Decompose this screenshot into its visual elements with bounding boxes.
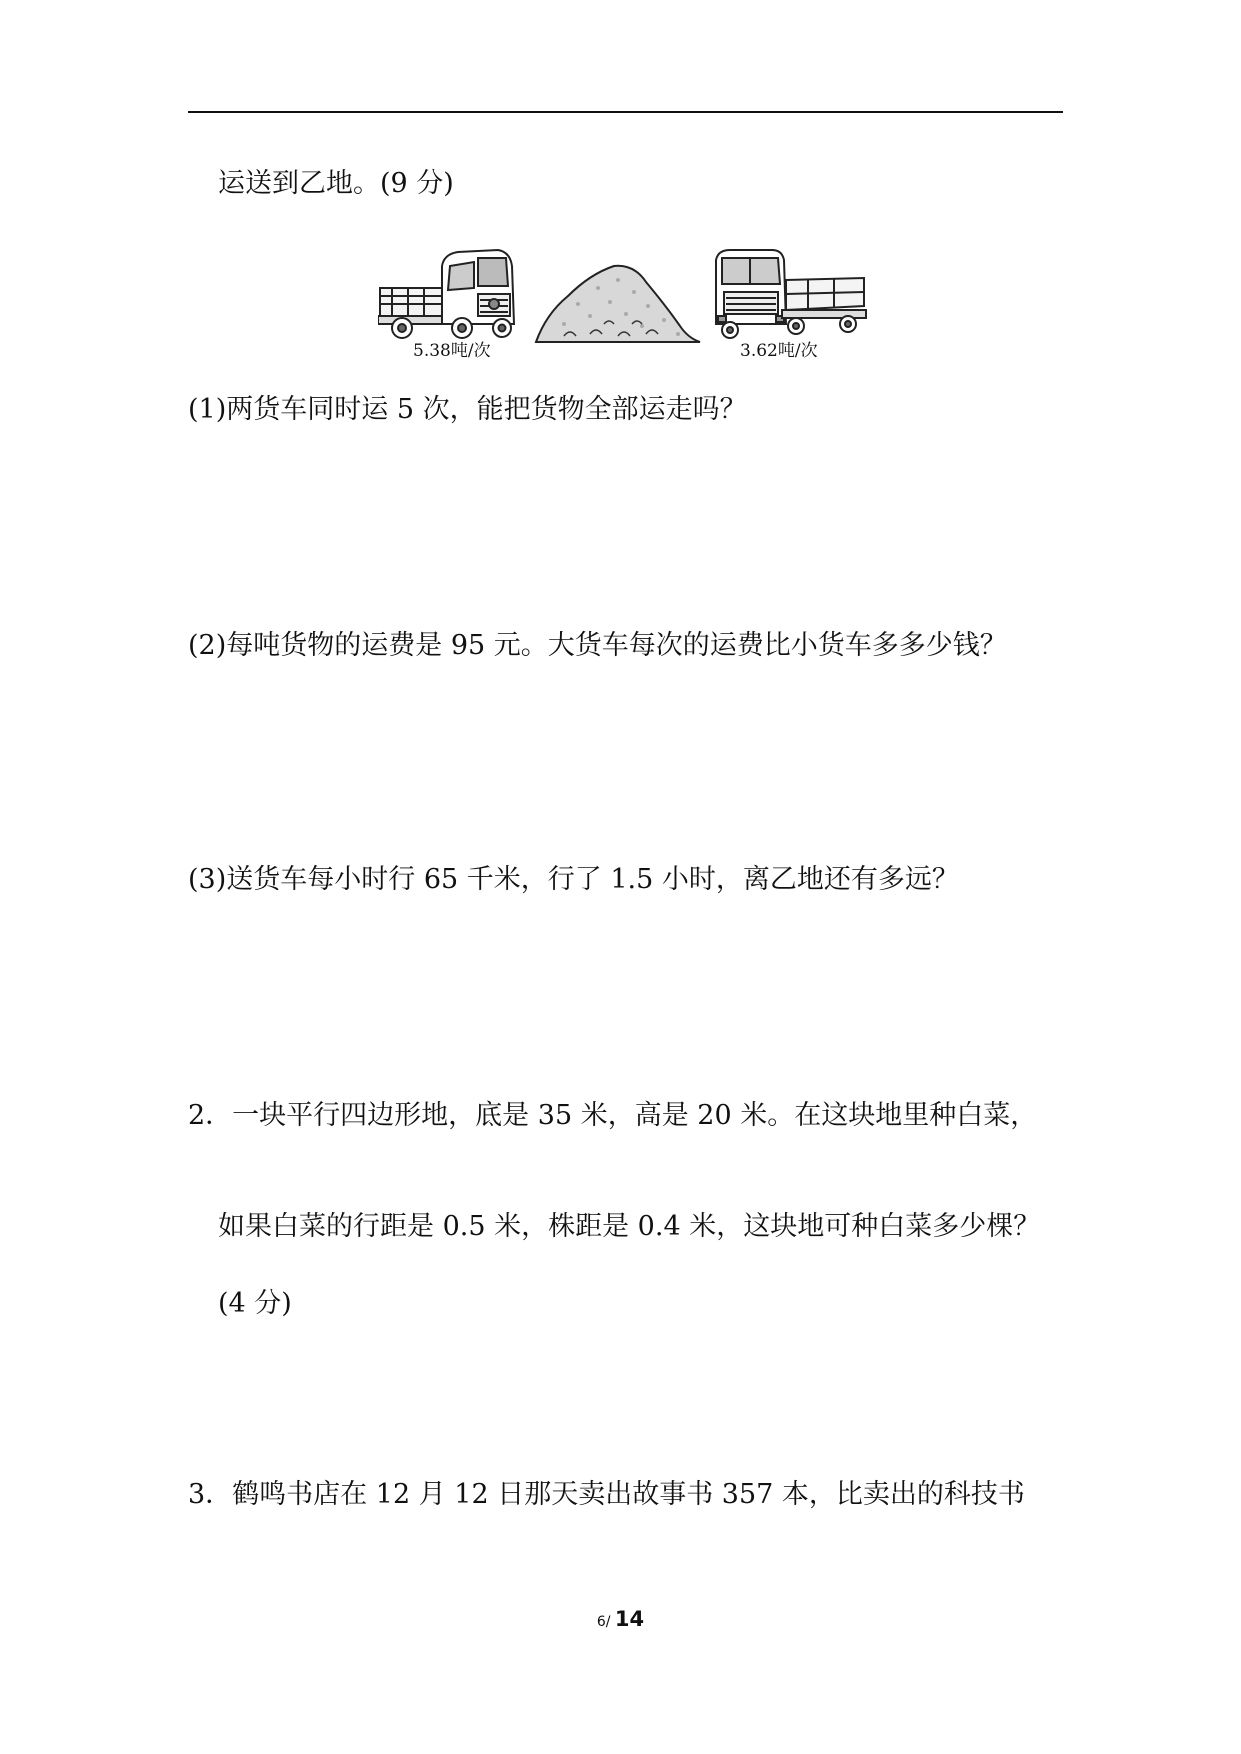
page-number [0, 1607, 1241, 1631]
question-1: (1)两货车同时运 5 次，能把货物全部运走吗？ [188, 394, 747, 425]
page-total: 14 [614, 1607, 645, 1631]
left-truck-icon [378, 250, 514, 338]
problem2-line1: 2．一块平行四边形地，底是 35 米，高是 20 米。在这块地里种白菜， [188, 1100, 1038, 1131]
problem1-continuation: 运送到乙地。(9 分) [218, 168, 454, 199]
header-rule [188, 111, 1063, 113]
question-3: (3)送货车每小时行 65 千米，行了 1.5 小时，离乙地还有多远？ [188, 864, 959, 895]
left-truck-caption: 5.38吨/次 [413, 341, 491, 361]
question-2: (2)每吨货物的运费是 95 元。大货车每次的运费比小货车多多少钱？ [188, 630, 1007, 661]
page-separator: / [605, 1614, 615, 1630]
right-truck-icon [716, 250, 866, 338]
page-current: 6 [596, 1614, 606, 1630]
problem2-line2: 如果白菜的行距是 0.5 米，株距是 0.4 米，这块地可种白菜多少棵？ [218, 1211, 1041, 1242]
problem2-line3: (4 分) [218, 1288, 292, 1319]
problem3-line1: 3．鹤鸣书店在 12 月 12 日那天卖出故事书 357 本，比卖出的科技书 [188, 1479, 1025, 1510]
right-truck-caption: 3.62吨/次 [740, 341, 818, 361]
cargo-pile-icon [536, 266, 700, 342]
